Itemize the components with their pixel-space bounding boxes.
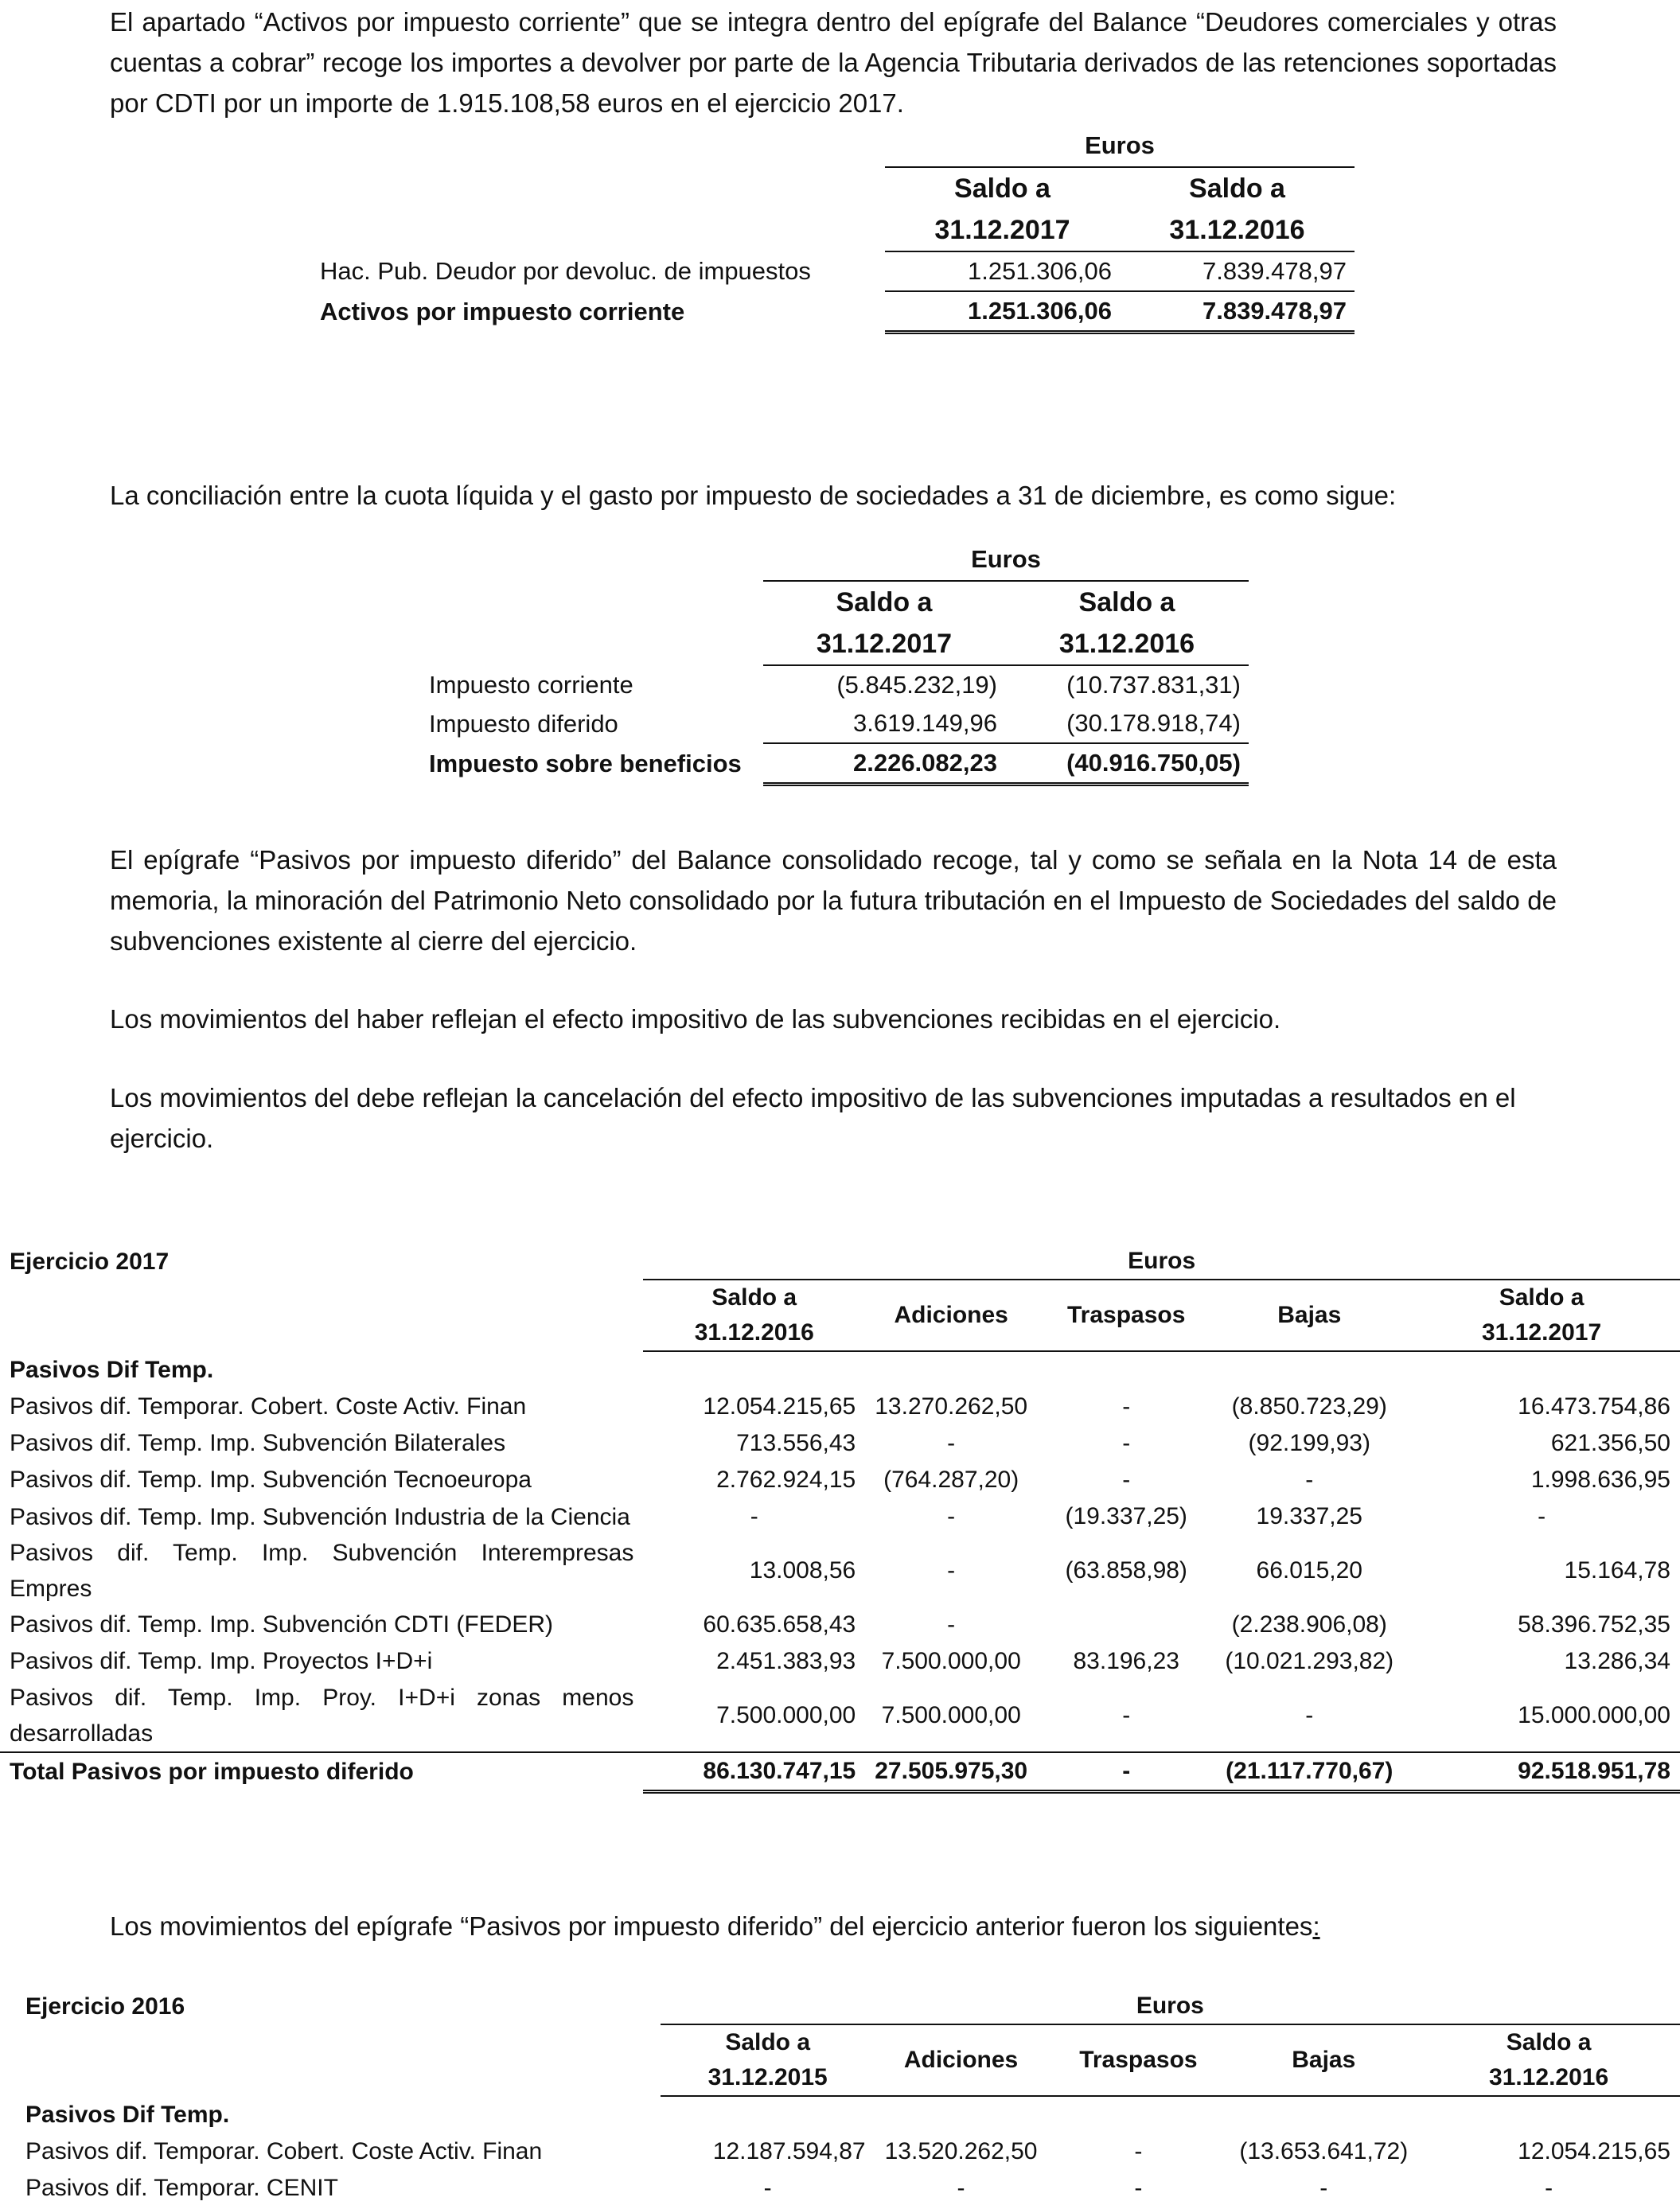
credit-movements-paragraph: Los movimientos del haber reflejan el efecto impositivo de las subvenciones recibidas en el ejercicio.: [110, 1004, 1281, 1034]
row-value: (30.178.918,74): [1005, 704, 1249, 743]
table-row: [421, 704, 1249, 743]
row-label: Pasivos dif. Temp. Imp. Subvención Tecnoeuropa: [10, 1467, 532, 1493]
table-row: [0, 1643, 1680, 1680]
row-value: 19.337,25: [1256, 1503, 1362, 1529]
row-label: Pasivos dif. Temporar. Cobert. Coste Activ. Finan: [25, 2138, 543, 2164]
table-row: [0, 1498, 1680, 1535]
row-value: -: [1122, 1430, 1131, 1456]
row-value: (10.021.293,82): [1225, 1648, 1394, 1674]
row-value: -: [947, 1557, 956, 1584]
row-value: 7.500.000,00: [881, 1648, 1021, 1674]
euros-header: Euros: [643, 1244, 1680, 1280]
row-label: Pasivos dif. Temp. Imp. Subvención Bilaterales: [10, 1430, 506, 1456]
row-value: -: [750, 1503, 758, 1529]
row-value: -: [1305, 1467, 1314, 1493]
movements-2017-table: [0, 1244, 1680, 1794]
col-header-opening: Saldo a: [711, 1284, 797, 1311]
row-value: -: [947, 1611, 956, 1638]
col-header-2016: Saldo a: [1078, 587, 1175, 618]
current-tax-assets-table: [312, 125, 1355, 334]
row-value: -: [763, 2175, 772, 2201]
table-title: Ejercicio 2017: [10, 1248, 170, 1275]
col-header-2016-date: 31.12.2016: [1005, 623, 1249, 665]
row-label: Impuesto diferido: [429, 709, 618, 738]
col-header-2016: Saldo a: [1189, 173, 1285, 204]
row-value: 713.556,43: [736, 1430, 856, 1456]
row-value: 12.054.215,65: [1518, 2138, 1670, 2164]
row-value: 16.473.754,86: [1518, 1393, 1670, 1420]
col-header-closing: Saldo a: [1499, 1284, 1585, 1311]
row-value: 15.164,78: [1564, 1557, 1670, 1584]
row-value: 2.451.383,93: [716, 1648, 856, 1674]
row-label: Activos por impuesto corriente: [320, 297, 685, 325]
row-label: Pasivos dif. Temporar. CENIT: [25, 2175, 338, 2201]
col-header-2016-date: 31.12.2016: [1120, 209, 1355, 251]
table-title: Ejercicio 2016: [25, 1993, 185, 2020]
total-row: [0, 1752, 1680, 1792]
total-row: [312, 291, 1355, 333]
col-header-opening: Saldo a: [725, 2029, 811, 2055]
row-value: (92.199,93): [1248, 1430, 1370, 1456]
row-value: (764.287,20): [883, 1467, 1019, 1493]
col-header-disposals: Bajas: [1230, 2024, 1417, 2096]
row-value: 83.196,23: [1073, 1648, 1179, 1674]
row-value: (19.337,25): [1065, 1503, 1187, 1529]
row-value: 1.251.306,06: [885, 291, 1120, 333]
row-value: (8.850.723,29): [1231, 1393, 1387, 1420]
col-header-transfers: Traspasos: [1037, 1280, 1215, 1351]
row-value: 13.286,34: [1564, 1648, 1670, 1674]
table-row: [0, 1680, 1680, 1752]
row-value: 13.270.262,50: [875, 1393, 1028, 1420]
col-header-2017-date: 31.12.2017: [763, 623, 1005, 665]
row-value: -: [947, 1503, 956, 1529]
table-row: [0, 1425, 1680, 1462]
row-value: 7.500.000,00: [865, 1680, 1037, 1752]
table-row: [16, 2170, 1680, 2207]
row-value: 27.505.975,30: [865, 1752, 1037, 1792]
row-value: 92.518.951,78: [1403, 1752, 1680, 1792]
row-value: (10.737.831,31): [1066, 671, 1241, 699]
row-value: 7.839.478,97: [1120, 291, 1355, 333]
row-value: 2.226.082,23: [763, 743, 1005, 785]
row-value: -: [1538, 1503, 1546, 1529]
table-row: [312, 251, 1355, 291]
row-value: -: [1037, 1752, 1215, 1792]
row-value: (63.858,98): [1065, 1557, 1187, 1584]
row-label: Pasivos dif. Temporar. Cobert. Coste Activ. Finan: [10, 1393, 527, 1420]
movements-2016-table: [16, 1989, 1680, 2207]
row-value: 621.356,50: [1550, 1430, 1670, 1456]
col-header-2017-date: 31.12.2017: [885, 209, 1120, 251]
row-value: -: [1319, 2175, 1328, 2201]
row-value: -: [1134, 2175, 1143, 2201]
tax-reconciliation-table: [421, 539, 1249, 786]
row-value: 13.520.262,50: [884, 2138, 1038, 2164]
row-value: -: [1037, 1680, 1215, 1752]
row-value: -: [1122, 1393, 1131, 1420]
row-value: [1037, 1607, 1215, 1643]
row-value: -: [947, 1430, 956, 1456]
row-label: Pasivos dif. Temp. Imp. Proyectos I+D+i: [10, 1648, 433, 1674]
row-value: 7.839.478,97: [1120, 251, 1355, 291]
row-value: -: [1134, 2138, 1143, 2164]
row-label: Pasivos dif. Temp. Imp. Subvención CDTI (FEDER): [10, 1611, 553, 1638]
euros-header: Euros: [661, 1989, 1680, 2024]
table-row: [0, 1462, 1680, 1498]
row-value: (5.845.232,19): [836, 671, 997, 699]
row-value: -: [1122, 1467, 1131, 1493]
row-value: -: [1215, 1680, 1403, 1752]
row-value: 86.130.747,15: [643, 1752, 865, 1792]
section-label: Pasivos Dif Temp.: [25, 2101, 230, 2128]
row-value: (21.117.770,67): [1215, 1752, 1403, 1792]
euros-header: Euros: [885, 125, 1355, 167]
table-row: [16, 2133, 1680, 2170]
intro-paragraph: El apartado “Activos por impuesto corriente” que se integra dentro del epígrafe del Balance “Deudores comerciales y otras cuentas a cobrar” recoge los importes a devolver por parte de la Agencia Tributaria derivados de las retenciones soportadas por CDTI por un importe de 1.915.108,58 euros en el ejercicio 2017.: [110, 7, 1557, 118]
row-value: 12.187.594,87: [712, 2138, 866, 2164]
row-label: Pasivos dif. Temp. Imp. Subvención Interempresas Empres: [10, 1540, 634, 1602]
row-value: -: [957, 2175, 965, 2201]
row-value: 7.500.000,00: [643, 1680, 865, 1752]
col-header-closing-date: 31.12.2016: [1417, 2060, 1680, 2096]
col-header-opening-date: 31.12.2015: [661, 2060, 875, 2096]
row-value: 1.998.636,95: [1530, 1467, 1670, 1493]
col-header-2017: Saldo a: [836, 587, 933, 618]
row-value: 3.619.149,96: [763, 704, 1005, 743]
row-value: 12.054.215,65: [703, 1393, 856, 1420]
row-value: 1.251.306,06: [885, 251, 1120, 291]
reconciliation-paragraph: La conciliación entre la cuota líquida y el gasto por impuesto de sociedades a 31 de diciembre, es como sigue:: [110, 481, 1397, 510]
row-label: Impuesto corriente: [429, 670, 633, 699]
row-value: 15.000.000,00: [1403, 1680, 1680, 1752]
row-value: 66.015,20: [1256, 1557, 1362, 1584]
col-header-disposals: Bajas: [1215, 1280, 1403, 1351]
section-label: Pasivos Dif Temp.: [10, 1356, 214, 1383]
row-value: 13.008,56: [749, 1557, 856, 1584]
col-header-additions: Adiciones: [875, 2024, 1047, 2096]
row-value: 2.762.924,15: [716, 1467, 856, 1493]
col-header-additions: Adiciones: [865, 1280, 1037, 1351]
row-label: Hac. Pub. Deudor por devoluc. de impuestos: [320, 257, 811, 285]
row-label: Pasivos dif. Temp. Imp. Proy. I+D+i zonas menos desarrolladas: [0, 1680, 643, 1752]
col-header-2017: Saldo a: [954, 173, 1050, 204]
deferred-tax-paragraph: El epígrafe “Pasivos por impuesto diferido” del Balance consolidado recoge, tal y como se señala en la Nota 14 de esta memoria, la minoración del Patrimonio Neto consolidado por la futura tributación en el Impuesto de Sociedades del saldo de subvenciones existente al cierre del ejercicio.: [110, 845, 1557, 956]
table-row: [0, 1535, 1680, 1607]
table-row: [0, 1389, 1680, 1425]
prior-year-paragraph: Los movimientos del epígrafe “Pasivos por impuesto diferido” del ejercicio anterior fueron los siguientes:: [110, 1911, 1320, 1941]
row-value: (40.916.750,05): [1005, 743, 1249, 785]
total-row: [421, 743, 1249, 785]
col-header-transfers: Traspasos: [1047, 2024, 1230, 2096]
row-label: Impuesto sobre beneficios: [429, 749, 742, 777]
row-value: (13.653.641,72): [1239, 2138, 1409, 2164]
col-header-opening-date: 31.12.2016: [643, 1315, 865, 1351]
row-label: Pasivos dif. Temp. Imp. Subvención Industria de la Ciencia: [10, 1503, 630, 1530]
table-row: [421, 665, 1249, 704]
row-value: -: [1545, 2175, 1553, 2201]
row-value: 58.396.752,35: [1518, 1611, 1670, 1638]
row-value: (2.238.906,08): [1231, 1611, 1387, 1638]
table-row: [0, 1607, 1680, 1643]
debit-movements-paragraph: Los movimientos del debe reflejan la cancelación del efecto impositivo de las subvenciones imputadas a resultados en el ejercicio.: [110, 1083, 1516, 1153]
row-label: Total Pasivos por impuesto diferido: [10, 1759, 414, 1786]
col-header-closing-date: 31.12.2017: [1403, 1315, 1680, 1351]
euros-header: Euros: [763, 539, 1249, 581]
col-header-closing: Saldo a: [1506, 2029, 1592, 2055]
row-value: 60.635.658,43: [703, 1611, 856, 1638]
